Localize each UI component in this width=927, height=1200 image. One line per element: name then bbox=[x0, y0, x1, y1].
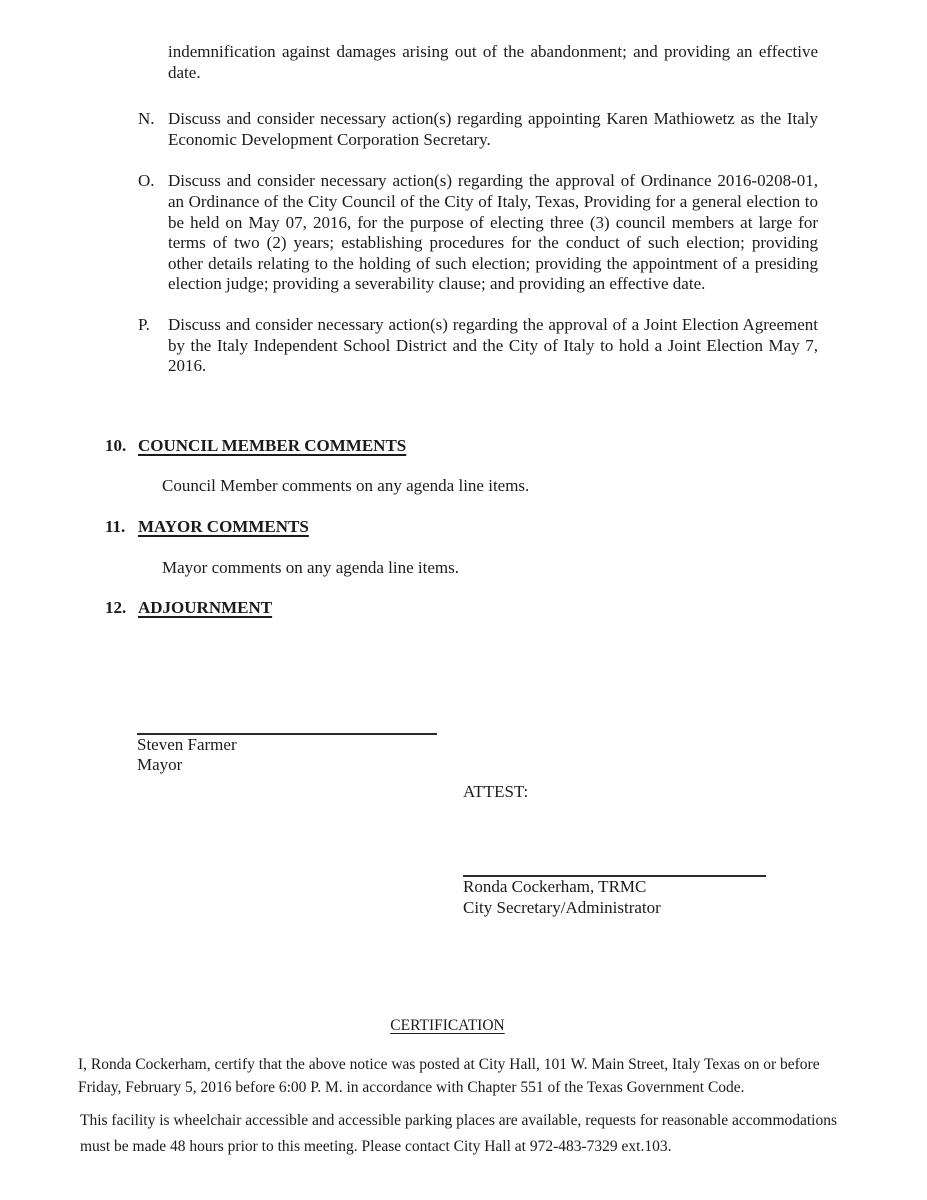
agenda-item-p-letter: P. bbox=[138, 314, 150, 334]
accessibility-notice-text: This facility is wheelchair accessible and accessible parking places are available, requests for reasonable accommodations must be made 48 hours prior to this meeting. Please contact City Hall at 972-483-7329 ext.103. bbox=[80, 1111, 838, 1155]
certification-text: I, Ronda Cockerham, certify that the above notice was posted at City Hall, 101 W. Main Street, Italy Texas on or before Friday, February 5, 2016 before 6:00 P. M. in accordance with Chapter 551 of the Texas Government Code. bbox=[78, 1055, 820, 1096]
section-10-number: 10. bbox=[105, 435, 127, 455]
section-10-heading-row bbox=[105, 436, 927, 457]
section-10-body: Council Member comments on any agenda line items. bbox=[162, 476, 530, 496]
agenda-item-p-text: Discuss and consider necessary action(s) regarding the approval of a Joint Election Agreement by the Italy Independent School District and the City of Italy to hold a Joint Election May 7, 2016. bbox=[168, 314, 818, 376]
section-11-heading-row bbox=[105, 517, 927, 538]
section-10-heading: COUNCIL MEMBER COMMENTS bbox=[138, 435, 407, 455]
agenda-item-o-letter: O. bbox=[138, 171, 155, 191]
agenda-item-p bbox=[138, 315, 818, 377]
agenda-item-o bbox=[138, 171, 818, 295]
secretary-signature-title: City Secretary/Administrator bbox=[463, 898, 661, 918]
agenda-item-o-text: Discuss and consider necessary action(s) regarding the approval of Ordinance 2016-0208-01, an Ordinance of the City Council of the City of Italy, Texas, Providing for a general election to be held on May 07, 2016, for the purpose of electing three (3) council members at large for terms of two (2) years; establishing procedures for the conduct of such election; providing other details relating to the holding of such election; providing the appointment of a presiding election judge; providing a severability clause; and providing an effective date. bbox=[168, 171, 818, 294]
agenda-item-n bbox=[138, 109, 818, 150]
mayor-signature-name: Steven Farmer bbox=[137, 734, 237, 754]
certification-heading: CERTIFICATION bbox=[390, 1016, 505, 1034]
section-11-body: Mayor comments on any agenda line items. bbox=[162, 557, 459, 577]
agenda-item-n-text: Discuss and consider necessary action(s) regarding appointing Karen Mathiowetz as the Italy Economic Development Corporation Secretary. bbox=[168, 109, 818, 149]
mayor-signature-title: Mayor bbox=[137, 755, 183, 775]
item-m-continuation-text: indemnification against damages arising out of the abandonment; and providing an effective date. bbox=[168, 42, 818, 82]
section-12-heading: ADJOURNMENT bbox=[138, 598, 273, 618]
secretary-signature-block bbox=[463, 875, 766, 918]
certification-heading-row bbox=[0, 1017, 927, 1035]
agenda-item-n-letter: N. bbox=[138, 109, 155, 129]
attest-label: ATTEST: bbox=[463, 781, 529, 801]
mayor-signature-block bbox=[137, 733, 437, 776]
section-11-number: 11. bbox=[105, 516, 126, 536]
secretary-signature-name: Ronda Cockerham, TRMC bbox=[463, 877, 647, 897]
section-11-heading: MAYOR COMMENTS bbox=[138, 516, 309, 536]
section-12-number: 12. bbox=[105, 598, 127, 618]
section-12-heading-row bbox=[105, 598, 927, 619]
